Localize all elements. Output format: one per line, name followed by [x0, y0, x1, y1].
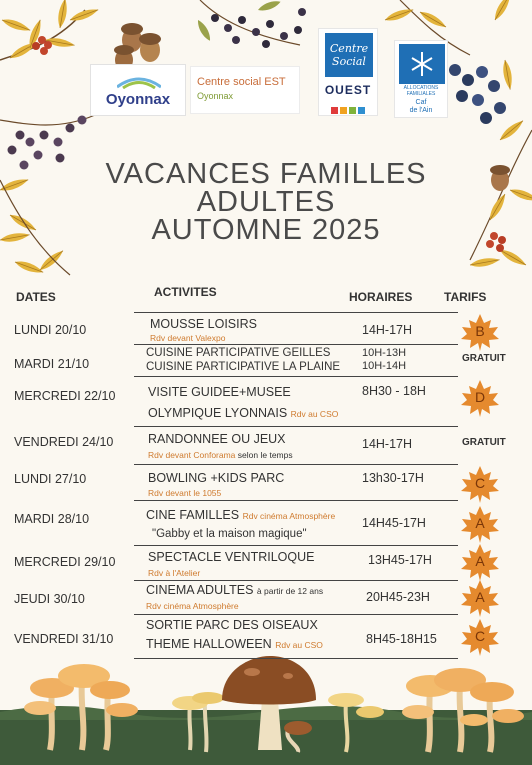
row-activity: RANDONNEE OU JEUX	[148, 432, 286, 446]
row-hours: 13H45-17H	[368, 553, 432, 567]
row-activity	[146, 583, 323, 597]
title-line-1: VACANCES FAMILLES	[105, 158, 427, 190]
logo-centre-social-ouest	[318, 28, 378, 116]
caf-snowflake-icon	[399, 44, 445, 84]
logo-cso-line2: Social	[332, 55, 366, 68]
row-day: VENDREDI 31/10	[14, 632, 114, 646]
tarif-badge	[458, 378, 502, 418]
title-line-2: ADULTES	[196, 186, 336, 218]
logo-caf-ain: de l'Ain	[409, 107, 433, 114]
row-activity-text: CINEMA ADULTES	[146, 583, 254, 597]
logo-cse-line1: Centre social EST	[197, 76, 286, 88]
row-day: MARDI 28/10	[14, 512, 90, 526]
row-hours: 14H45-17H	[362, 516, 426, 530]
row-activity-text: CINE FAMILLES	[146, 508, 240, 522]
tarif-label: B	[475, 323, 485, 339]
row-hours: 14H-17H	[362, 323, 413, 337]
header-dates: DATES	[16, 290, 56, 304]
row-activity	[148, 406, 338, 420]
row-activity	[146, 637, 323, 651]
row-note	[148, 450, 293, 460]
row-hours: 13h30-17H	[362, 471, 424, 485]
row-note: Rdv au CSO	[290, 409, 339, 419]
row-activity-text: THEME HALLOWEEN	[146, 637, 272, 651]
logo-caf	[394, 40, 448, 118]
logo-oyonnax-text: Oyonnax	[105, 91, 171, 108]
tarif-badge	[458, 464, 502, 504]
logo-cso-square	[325, 33, 373, 77]
row-hours: 8H45-18H15	[366, 632, 437, 646]
row-activity: SORTIE PARC DES OISEAUX	[146, 618, 318, 632]
logo-caf-line1: ALLOCATIONS FAMILIALES	[403, 85, 439, 97]
berry-branch-icon	[0, 0, 99, 61]
row-note: Rdv devant le 1055	[148, 488, 222, 498]
tarif-label: A	[475, 589, 485, 605]
row-day: LUNDI 27/10	[14, 472, 87, 486]
row-note: Rdv devant Valexpo	[150, 333, 226, 343]
row-hours: 14H-17H	[362, 437, 413, 451]
row-separator	[134, 658, 458, 659]
row-separator	[134, 580, 458, 581]
header-tarifs: TARIFS	[444, 290, 487, 304]
logo-cso-ouest: OUEST	[324, 83, 372, 97]
row-separator	[134, 614, 458, 615]
row-activity: BOWLING +KIDS PARC	[148, 471, 285, 485]
tarif-label: C	[474, 628, 486, 644]
row-activity: VISITE GUIDEE+MUSEE	[148, 385, 291, 399]
row-activity-text: OLYMPIQUE LYONNAIS	[148, 406, 288, 420]
row-hours: 10H-14H	[362, 360, 407, 372]
logo-cso-line1: Centre	[329, 42, 369, 55]
row-day: MARDI 21/10	[14, 357, 90, 371]
logo-centre-social-est	[190, 66, 300, 114]
tarif-label: A	[475, 553, 485, 569]
tarif-label: D	[474, 389, 486, 405]
row-day: VENDREDI 24/10	[14, 435, 114, 449]
row-activity: SPECTACLE VENTRILOQUE	[148, 550, 315, 564]
header-activites: ACTIVITES	[154, 285, 217, 299]
row-separator	[134, 500, 458, 501]
row-note-extra: selon le temps	[237, 450, 293, 460]
row-hours: 10H-13H	[362, 347, 407, 359]
row-separator	[134, 426, 458, 427]
row-note-text: Rdv devant Conforama	[148, 450, 236, 460]
tarif-badge	[458, 504, 502, 544]
row-note: Rdv au CSO	[275, 640, 323, 650]
tarif-label: A	[475, 515, 485, 531]
tarif-label: C	[474, 475, 486, 491]
logo-oyonnax	[90, 64, 186, 116]
logo-caf-line2	[395, 99, 447, 115]
row-note: Rdv cinéma Atmosphère	[146, 601, 239, 611]
row-note-extra: à partir de 12 ans	[256, 586, 324, 596]
row-activity	[146, 508, 335, 522]
logo-cse-line2: Oyonnax	[197, 91, 234, 101]
row-separator	[134, 376, 458, 377]
row-separator	[134, 464, 458, 465]
tarif-badge	[458, 312, 502, 352]
header-horaires: HORAIRES	[349, 290, 413, 304]
row-activity: CUISINE PARTICIPATIVE LA PLAINE	[146, 361, 341, 373]
logo-cso-dots	[331, 101, 367, 109]
row-subtitle: "Gabby et la maison magique"	[152, 528, 307, 540]
tarif-badge	[458, 617, 502, 657]
row-day: MERCREDI 22/10	[14, 389, 116, 403]
row-separator	[134, 545, 458, 546]
row-activity: CUISINE PARTICIPATIVE GEILLES	[146, 347, 331, 359]
row-separator	[134, 312, 458, 313]
title-line-3: AUTOMNE 2025	[151, 214, 381, 246]
row-day: JEUDI 30/10	[14, 592, 85, 606]
row-note: Rdv cinéma Atmosphère	[242, 511, 336, 521]
oyonnax-mark-icon	[117, 73, 161, 89]
row-note: Rdv à l'Atelier	[148, 568, 201, 578]
row-hours: 20H45-23H	[366, 590, 430, 604]
row-activity: MOUSSE LOISIRS	[150, 317, 257, 331]
row-day: LUNDI 20/10	[14, 323, 87, 337]
row-hours: 8H30 - 18H	[362, 384, 426, 398]
tarif-gratuit: GRATUIT	[462, 353, 506, 364]
tarif-badge	[458, 578, 502, 618]
row-separator	[134, 344, 458, 345]
logo-caf-caf: Caf	[415, 99, 427, 106]
row-day: MERCREDI 29/10	[14, 555, 116, 569]
tarif-gratuit: GRATUIT	[462, 437, 506, 448]
tarif-badge	[458, 542, 502, 582]
